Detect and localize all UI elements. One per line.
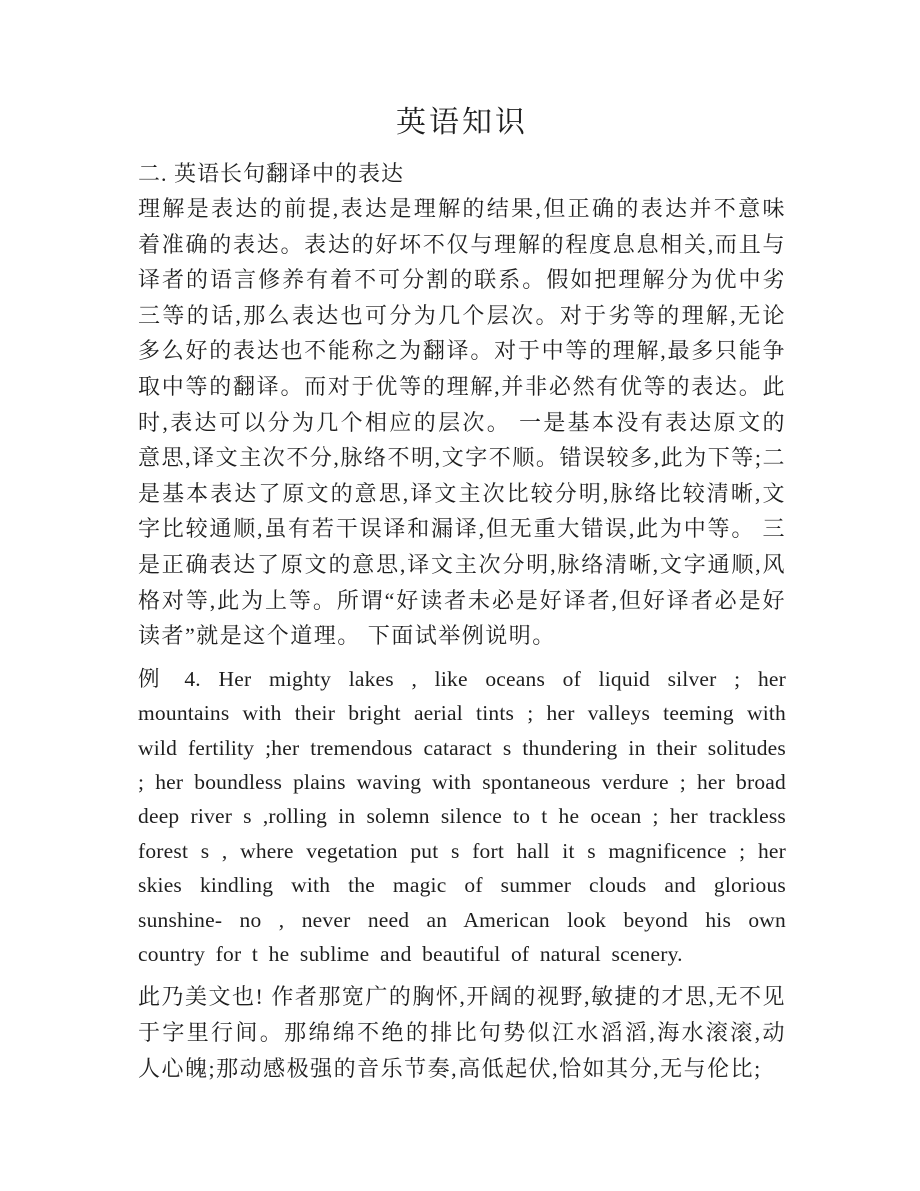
paragraph-commentary: 此乃美文也! 作者那宽广的胸怀,开阔的视野,敏捷的才思,无不见于字里行间。那绵绵不绝的排比句势似江水滔滔,海水滚滚,动人心魄;那动感极强的音乐节奏,高低起伏,恰如其分,无与伦比; [138,984,786,1081]
section-heading: 二. 英语长句翻译中的表达 [138,161,405,186]
paragraph-example-4-english: 例 4. Her mighty lakes , like oceans of liquid silver ; her mountains with their bright aerial tints ; her valleys teeming with wild fertility ;her tremendous cataract s thundering in their solitudes ; her boundless plains waving with spontaneous verdure ; her broad deep river s ,rolling in solemn silence to t he ocean ; her trackless forest s , where vegetation put s fort hall it s magnificence ; her skies kindling with the magic of summer clouds and glorious sunshine- no , never need an American look beyond his own country for t he sublime and beautiful of natural scenery. [138,666,786,966]
paragraph-expression-discussion: 理解是表达的前提,表达是理解的结果,但正确的表达并不意味着准确的表达。表达的好坏不仅与理解的程度息息相关,而且与译者的语言修养有着不可分割的联系。假如把理解分为优中劣三等的话,那么表达也可分为几个层次。对于劣等的理解,无论多么好的表达也不能称之为翻译。对于中等的理解,最多只能争取中等的翻译。而对于优等的理解,并非必然有优等的表达。此时,表达可以分为几个相应的层次。 一是基本没有表达原文的意思,译文主次不分,脉络不明,文字不顺。错误较多,此为下等;二是基本表达了原文的意思,译文主次比较分明,脉络比较清晰,文字比较通顺,虽有若干误译和漏译,但无重大错误,此为中等。 三是正确表达了原文的意思,译文主次分明,脉络清晰,文字通顺,风格对等,此为上等。所谓“好读者未必是好译者,但好译者必是好读者”就是这个道理。 下面试举例说明。 [138,196,786,649]
document-body [138,157,786,1086]
document-title: 英语知识 [396,106,528,139]
